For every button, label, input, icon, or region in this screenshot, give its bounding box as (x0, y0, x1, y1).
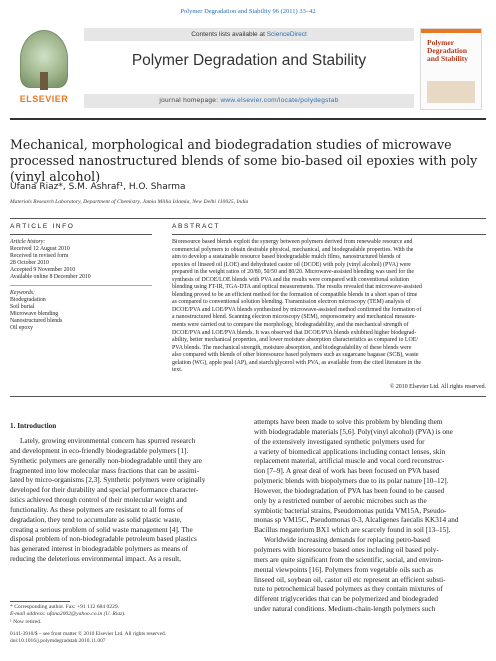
body-line: polymeric blends with biopolymers due to its polar nature [10–12]. (254, 477, 449, 486)
copyright-notice: © 2010 Elsevier Ltd. All rights reserved. (389, 384, 486, 390)
tree-trunk-icon (40, 72, 48, 90)
contents-bar (84, 28, 414, 41)
contents-prefix: Contents lists available at (191, 31, 267, 38)
abstract-line: DCOE/PVA and LOE/PVA blends. It was observed that DCOE/PVA blends exhibited higher biodegrad- (172, 329, 417, 336)
issn-line: 0141-3910/$ – see front matter © 2010 Elsevier Ltd. All rights reserved. (10, 631, 167, 637)
body-column-right (254, 418, 486, 615)
body-line: attempts have been made to solve this problem by blending them (254, 418, 443, 426)
abstract-heading: ABSTRACT (172, 223, 220, 230)
footnote-divider (10, 601, 70, 602)
journal-header (10, 22, 486, 114)
elsevier-logo[interactable] (10, 28, 78, 110)
abstract-line: gelation (WG), apple peal (AP), and starch/glycerol with PVA, as available from the cited literature in the (172, 359, 422, 366)
abstract-line: synthesis of DCOE/LOE blends with PVA and the results were compared with conventional solution (172, 276, 409, 283)
body-line: disposal problem of non-biodegradable petroleum based plastics (10, 535, 197, 544)
abstract-line: ments were carried out to compare the morphology, biodegradability, and the mechanical strength of (172, 322, 409, 329)
keyword-item: Microwave blending (10, 310, 59, 317)
body-line: symbiotic bacterial strains, Pseudomonas putida VM15A, Pseudo- (254, 506, 447, 515)
abstract-line: also compared with blends of other bioresource based polymers such as sugarcane bagasse (SCB), waste (172, 352, 419, 359)
body-line: tute to petrochemical based polymers as they contain mixtures of (254, 585, 443, 594)
body-line: a variety of biomedical applications including contact lenses, skin (254, 447, 446, 456)
body-line: monas sp VM15C, Pseudomonas 0-3, Alcaligenes faecalis KK314 and (254, 516, 459, 525)
body-line: istics achieved through control of their molecular weight and (10, 496, 187, 505)
body-line: Lately, growing environmental concern has spurred research (20, 437, 196, 445)
publisher-logo-text: ELSEVIER (19, 94, 69, 104)
journal-banner (84, 22, 414, 114)
homepage-prefix: journal homepage: (159, 97, 221, 104)
section-heading-introduction: 1. Introduction (10, 422, 57, 430)
body-line: has generated interest in biodegradable polymers as means of (10, 545, 188, 554)
body-line: However, the biodegradation of PVA has been found to be caused (254, 486, 445, 495)
body-line: functionality. As these polymers are resistant to all forms of (10, 505, 184, 514)
abstract-bottom-divider (10, 396, 486, 397)
body-line: Bacillus megaterium BX1 which are scarcely found in soil [13–15]. (254, 526, 451, 535)
abstract-line: blending proved to be an efficient method for the formation of compatible blends in a short span of time (172, 291, 418, 298)
history-item: Received 12 August 2010 (10, 245, 70, 252)
body-line: of the extensively investigated synthetic polymers used for (254, 437, 425, 446)
body-line: degradation, they tend to accumulate as solid plastic waste, (10, 515, 182, 524)
keyword-item: Nanostructured blends (10, 317, 63, 324)
body-line: reducing the deleterious environmental impact. As a result, (10, 555, 181, 564)
history-label: Article history: (10, 239, 46, 245)
article-title: Mechanical, morphological and biodegradation studies of microwave processed nanostructured blends of some bio-based oil epoxies with poly (vinyl alcohol) (10, 137, 478, 184)
abstract-line: ability, better mechanical properties, and lower moisture absorption characteristics as compared to LOE/ (172, 337, 418, 344)
body-line: Synthetic polymers are generally non-biodegradable until they are (10, 456, 202, 465)
keywords-list (10, 290, 152, 331)
body-line: fragmented into low molecular mass fractions that can be assimi- (10, 466, 200, 475)
body-line: lated by micro-organisms [2,3]. Synthetic polymers were originally (10, 476, 206, 485)
retired-note: ¹ Now retired. (10, 618, 42, 625)
keywords-label: Keywords: (10, 290, 35, 296)
abstract-line: text. (172, 367, 183, 374)
body-line: and development in eco-friendly biodegradable polymers [1]. (10, 446, 189, 455)
abstract-line: as compared to conventional solution blending. Transmission electron microscopy (TEM) analysis of (172, 299, 411, 306)
keyword-item: Oil epoxy (10, 324, 34, 331)
body-column-left (10, 437, 242, 565)
history-item: Available online 8 December 2010 (10, 273, 91, 280)
keywords-divider (10, 285, 152, 286)
abstract-line: commercial polymers to obtain desirable physical, mechanical, and biodegradable properties. With the (172, 246, 414, 253)
abstract-line: Bioresource based blends exploit the synergy between polymers derived from renewable resource and (172, 239, 413, 245)
abstract-divider (172, 234, 486, 235)
abstract-text (172, 239, 486, 375)
abstract-line: a nanostructured blend. Scanning electron microscopy (SEM), responsometry and mechanical measure- (172, 314, 417, 321)
body-line: tion [7–9]. A great deal of work has been focused on PVA based (254, 467, 440, 476)
cover-band (421, 29, 481, 33)
article-info-heading: ARTICLE INFO (10, 223, 75, 230)
history-item: 28 October 2010 (10, 259, 49, 266)
body-line: under natural conditions. Medium-chain-length polymers such (254, 605, 436, 614)
body-line: replacement material, artificial muscle and vocal cord reconstruc- (254, 457, 445, 466)
history-item: Received in revised form (10, 252, 69, 259)
abstract-line: prepared in the weight ratios of 20/80, 50/50 and 80/20. Microwave-assisted blending was used for the (172, 269, 414, 276)
abstract-line: DCOE/PVA and LOE/PVA blends synthesized by microwave-assisted method confirmed the formation of (172, 306, 422, 313)
corresponding-author-note: * Corresponding author. Fax: +91 112 684 0229. (10, 604, 120, 610)
body-line: developed for their durability and special performance character- (10, 486, 199, 495)
abstract-line: epoxies of linseed oil (LOE) and dehydrated castor oil (DCOE) with poly (vinyl alcohol) (PVA) were (172, 261, 411, 268)
body-line: with biodegradable materials [5,6]. Poly(vinyl alcohol) (PVA) is one (254, 427, 453, 436)
abstract-line: PVA blends. The mechanical strength, moisture absorption, and biodegradability of these blends were (172, 344, 412, 351)
article-info-divider (10, 234, 152, 235)
keyword-item: Biodegradation (10, 296, 46, 303)
body-line: creating a serious problem of solid waste management [4]. The (10, 525, 193, 534)
email-note[interactable]: E-mail address: ufana2002@yahoo.co.in (U. Riaz). (10, 611, 126, 618)
info-top-divider (10, 218, 486, 219)
cover-image (427, 81, 475, 103)
article-footer (10, 631, 242, 645)
keyword-item: Soil burial (10, 303, 35, 310)
body-line: mental viewpoints [16]. Polymers from vegetable oils such as (254, 565, 433, 574)
journal-cover-thumbnail[interactable] (420, 28, 482, 110)
homepage-bar (84, 94, 414, 108)
body-line: linseed oil, soybean oil, castor oil etc represent an efficient substi- (254, 575, 446, 584)
abstract-line: aim to develop a sustainable resource based biodegradable mulch films, nanostructured blends of (172, 254, 401, 261)
body-line: mers are quite significant from the scientific, social, and environ- (254, 555, 444, 564)
abstract-line: blending using FT-IR, TGA-DTA and optical measurements. The results revealed that microwave-assisted (172, 284, 422, 291)
body-line: different triglycerides that can be polymerized and biodegraded (254, 595, 439, 604)
doi-link[interactable]: doi:10.1016/j.polymdegradstab.2010.11.007 (10, 638, 106, 645)
homepage-link[interactable]: www.elsevier.com/locate/polydegstab (220, 97, 339, 104)
header-divider (10, 118, 486, 120)
body-line: only by a restricted number of aerobic microbes such as the (254, 496, 427, 505)
journal-title: Polymer Degradation and Stability (131, 52, 367, 69)
sciencedirect-link[interactable]: ScienceDirect (266, 31, 307, 38)
body-line: polymers with bioresource based ones including oil based poly- (254, 545, 439, 554)
journal-reference[interactable]: Polymer Degradation and Stability 96 (2011) 33–42 (180, 8, 316, 15)
article-history (10, 239, 152, 280)
footnotes (10, 604, 242, 626)
history-item: Accepted 9 November 2010 (10, 266, 76, 273)
cover-title: Polymer Degradation and Stability (427, 38, 469, 63)
author-affiliation: Materials Research Laboratory, Department of Chemistry, Jamia Millia Islamia, New Delhi 110025, India (10, 199, 249, 205)
body-line: Worldwide increasing demands for replacing petro-based (264, 536, 430, 545)
article-authors: Ufana Riaz*, S.M. Ashraf¹, H.O. Sharma (10, 182, 186, 192)
